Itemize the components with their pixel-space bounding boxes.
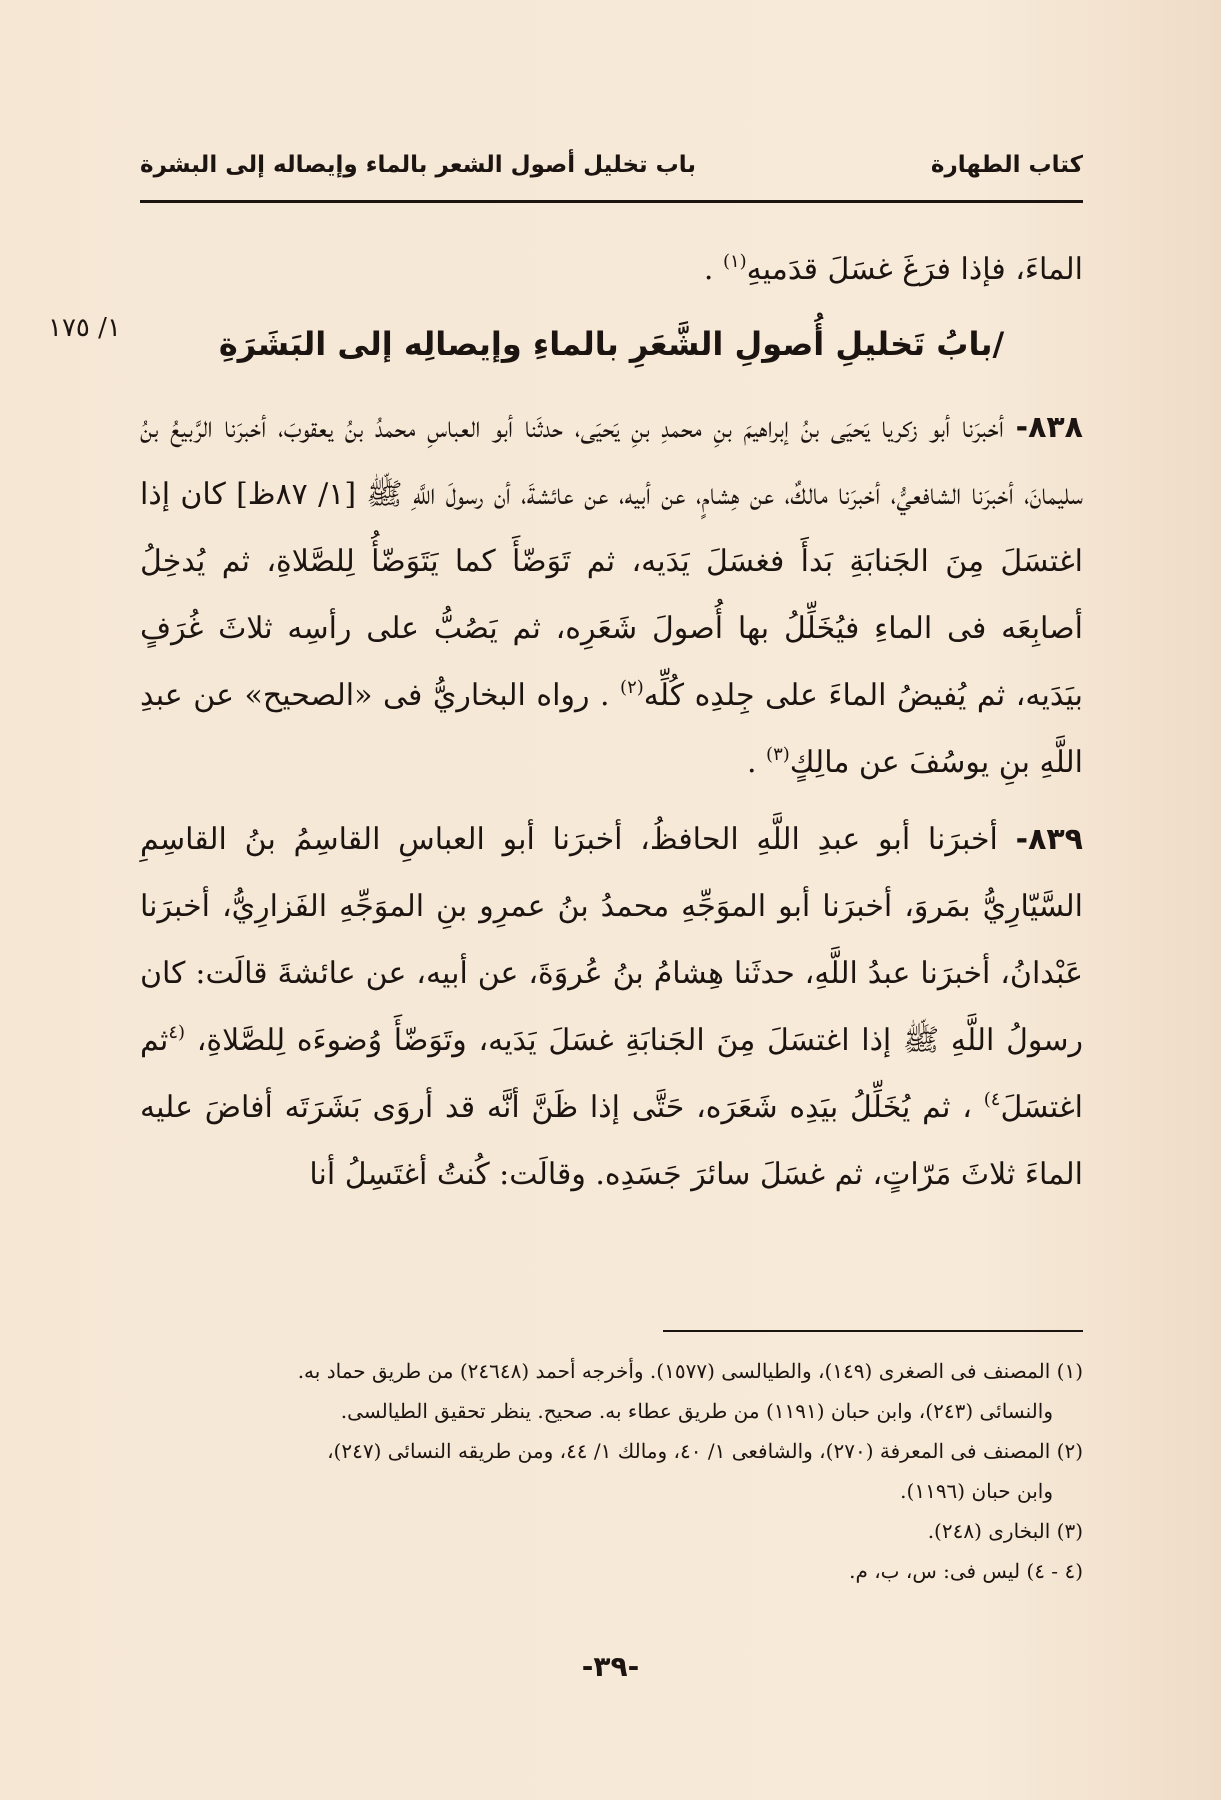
page-number: -٣٩- xyxy=(581,1650,640,1683)
main-text xyxy=(140,236,1083,1208)
footnote-ref-4-open: (٤ xyxy=(168,1022,186,1043)
hadith-number: ٨٣٨- xyxy=(1015,410,1083,445)
hadith-text: أخبرَنا أبو زكريا يَحيَى بنُ إبراهيمَ بنِ محمدِ بنِ يَحيَى، حدثَنا أبو العباسِ محمدُ بنُ يعقوبَ، أخبرَنا الرَّبيعُ بنُ سليمانَ، أخبرَنا الشافعيُّ، أخبرَنا مالكٌ، عن هِشامٍ، عن أبيه، عن عائشةَ، أن رسولَ اللَّهِ ﷺ [١/ ٨٧ظ] كان إذا اغتسَلَ مِنَ الجَنابَةِ بَدأَ فغسَلَ يَدَيه، ثم تَوَضّأَ كما يَتَوَضّأُ لِلصَّلاةِ، ثم يُدخِلُ أصابِعَه فى الماءِ فيُخَلِّلُ بها أُصولَ شَعَرِه، ثم يَصُبُّ على رأسِه ثلاثَ غُرَفٍ بيَدَيه، ثم يُفيضُ الماءَ على جِلدِه كُلِّه xyxy=(140,410,1083,713)
footnote-line: (١) المصنف فى الصغرى (١٤٩)، والطيالسى (١٥٧٧). وأخرجه أحمد (٢٤٦٤٨) من طريق حماد به. xyxy=(297,1359,1083,1383)
footnote-ref-3: (٣) xyxy=(766,744,790,765)
footnote-ref-2: (٢) xyxy=(620,677,644,698)
footnote-line: وابن حبان (١١٩٦). xyxy=(900,1479,1053,1503)
footnote-line: (٢) المصنف فى المعرفة (٢٧٠)، والشافعى ١/ ٤٠، ومالك ١/ ٤٤، ومن طريقه النسائى (٢٤٧)، xyxy=(327,1439,1083,1463)
chapter-heading: /بابُ تَخليلِ أُصولِ الشَّعَرِ بالماءِ وإيصالِه إلى البَشَرَةِ xyxy=(218,325,1005,363)
hadith-text: ثم اغتسَلَ xyxy=(140,1023,1083,1125)
footnote-line: (٤ - ٤) ليس فى: س، ب، م. xyxy=(849,1559,1083,1583)
footnote-line: والنسائى (٢٤٣)، وابن حبان (١١٩١) من طريق عطاء به. صحيح. ينظر تحقيق الطيالسى. xyxy=(340,1399,1053,1423)
footnote-line: (٣) البخارى (٢٤٨). xyxy=(927,1519,1083,1543)
margin-volume-page-ref: ١/ ١٧٥ xyxy=(48,313,121,343)
hadith-number: ٨٣٩- xyxy=(1015,822,1083,857)
hadith-text: ، ثم يُخَلِّلُ بيَدِه شَعَرَه، حَتَّى إذا ظَنَّ أنَّه قد أروَى بَشَرَتَه أفاضَ عليه الماءَ ثلاثَ مَرّاتٍ، ثم غسَلَ سائرَ جَسَدِه. وقالَت: كُنتُ أغتَسِلُ أنا xyxy=(140,1090,1083,1192)
hadith-text: . xyxy=(746,745,757,780)
hadith-838 xyxy=(140,394,1083,796)
footnote-ref-1: (١) xyxy=(722,251,747,272)
hadith-text: أخبرَنا أبو عبدِ اللَّهِ الحافظُ، أخبرَنا أبو العباسِ القاسِمُ بنُ القاسِمِ السَّيّارِيُّ بمَروَ، أخبرَنا أبو الموَجِّهِ محمدُ بنُ عمرِو بنِ الموَجِّهِ الفَزارِيُّ، أخبرَنا عَبْدانُ، أخبرَنا عبدُ اللَّهِ، حدثَنا هِشامُ بنُ عُروَةَ، عن أبيه، عن عائشةَ قالَت: كان رسولُ اللَّهِ ﷺ إذا اغتسَلَ مِنَ الجَنابَةِ غسَلَ يَدَيه، وتَوَضّأَ وُضوءَه لِلصَّلاةِ، xyxy=(140,822,1083,1058)
hadith-839 xyxy=(140,806,1083,1208)
footnotes xyxy=(140,1351,1083,1591)
continuation-end: . xyxy=(703,252,714,287)
header-divider xyxy=(140,200,1083,203)
chapter-title: باب تخليل أصول الشعر بالماء وإيصاله إلى البشرة xyxy=(140,152,697,178)
footnote-ref-4-close: ٤) xyxy=(983,1089,1001,1110)
continuation-text: الماءَ، فإذا فرَغَ غسَلَ قدَميهِ xyxy=(746,252,1083,287)
book-title: كتاب الطهارة xyxy=(930,152,1083,178)
continuation-line xyxy=(140,236,1083,303)
hadith-text: . رواه البخاريُّ فى «الصحيح» عن عبدِ اللَّهِ بنِ يوسُفَ عن مالِكٍ xyxy=(140,678,1083,780)
running-header xyxy=(140,148,1083,188)
footnote-divider xyxy=(663,1330,1083,1332)
